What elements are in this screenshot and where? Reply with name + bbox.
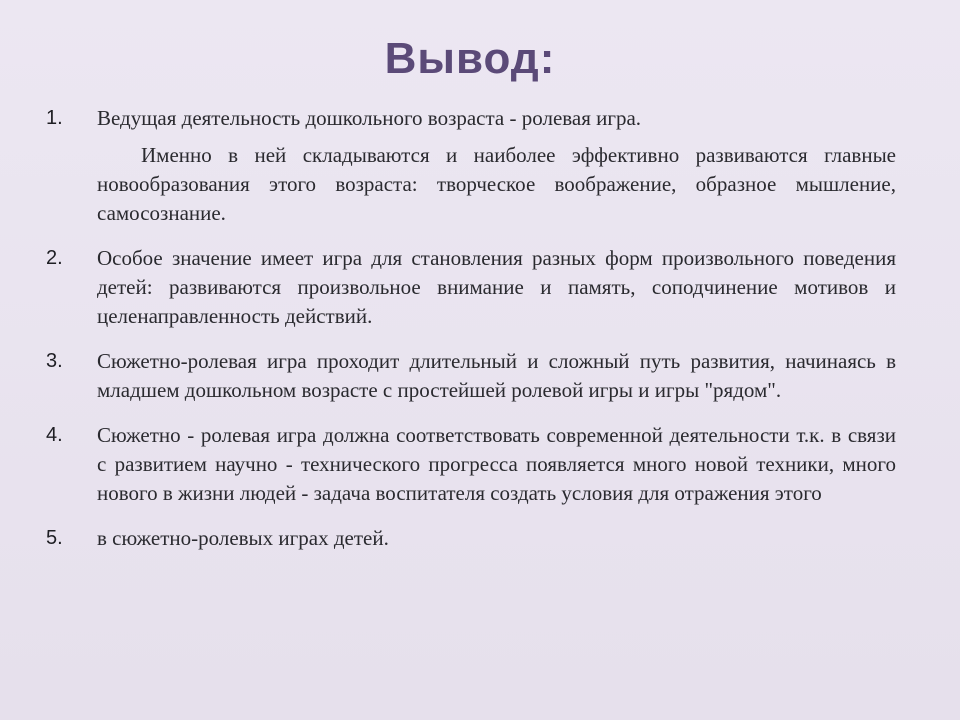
- item-extra-text: Именно в ней складываются и наиболее эффективно развиваются главные новообразования этого возраста: творческое воображение, образное мышление, самосознание.: [97, 143, 896, 225]
- item-text: Сюжетно-ролевая игра проходит длительный и сложный путь развития, начинаясь в младшем дошкольном возрасте с простейшей ролевой игры и игры "рядом".: [97, 349, 896, 402]
- item-number: 2.: [46, 247, 63, 269]
- item-text: Ведущая деятельность дошкольного возраста - ролевая игра.: [97, 106, 642, 130]
- list-item: [46, 347, 896, 405]
- list-item: [46, 421, 896, 508]
- item-number: 1.: [46, 107, 63, 129]
- item-text: Сюжетно - ролевая игра должна соответствовать современной деятельности т.к. в связи с развитием научно - технического прогресса появляется много новой техники, много нового в жизни людей - задача воспитателя создать условия для отражения этого: [97, 423, 896, 505]
- list-item: [46, 244, 896, 331]
- item-text: Особое значение имеет игра для становления разных форм произвольного поведения детей: развиваются произвольное внимание и память, соподчинение мотивов и целенаправленность действий.: [97, 246, 896, 328]
- item-number: 5.: [46, 527, 63, 549]
- list-item: [46, 104, 896, 228]
- item-number: 4.: [46, 424, 63, 446]
- item-text: в сюжетно-ролевых играх детей.: [97, 526, 389, 550]
- conclusion-list: [46, 104, 896, 569]
- slide-title: Вывод:: [384, 34, 556, 83]
- list-item: [46, 524, 896, 553]
- item-number: 3.: [46, 350, 63, 372]
